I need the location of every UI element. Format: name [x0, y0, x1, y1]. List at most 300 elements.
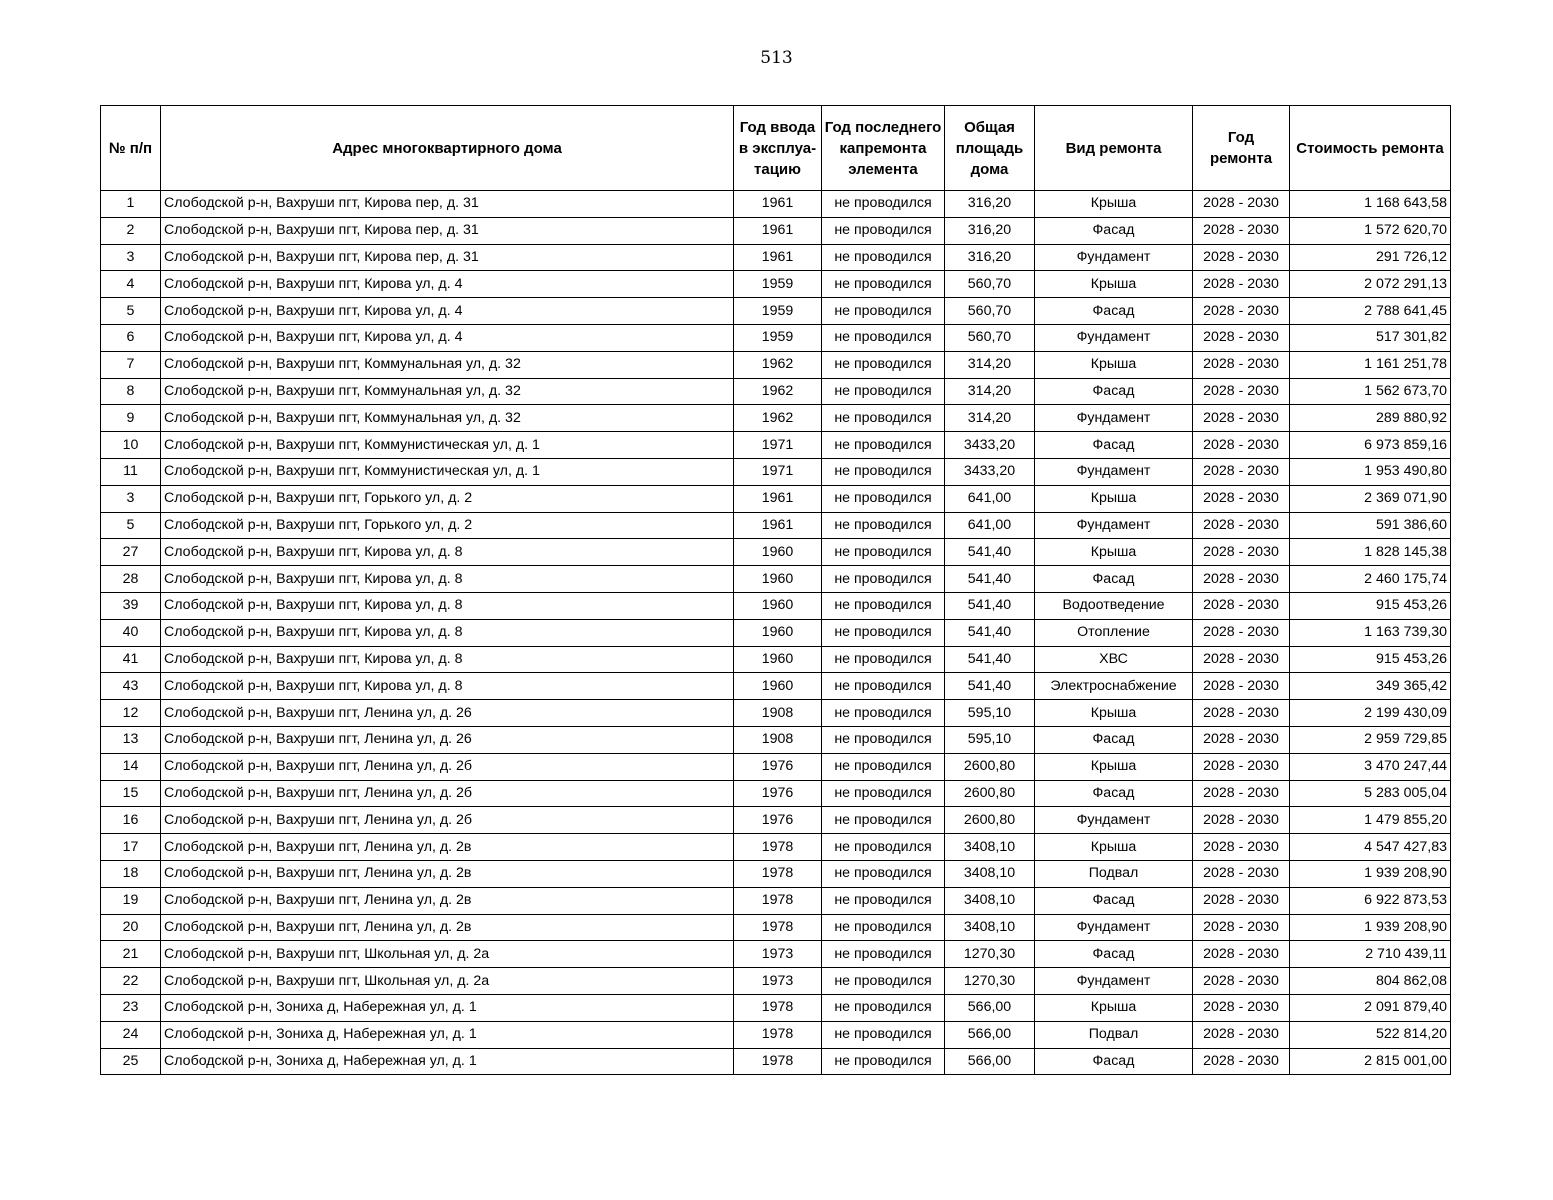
cell-area: 3433,20	[945, 458, 1035, 485]
cell-last-repair: не проводился	[822, 351, 945, 378]
cell-address: Слободской р-н, Вахруши пгт, Кирова ул, д. 8	[161, 539, 734, 566]
cell-num: 8	[101, 378, 161, 405]
cell-repair-period: 2028 - 2030	[1193, 887, 1290, 914]
cell-num: 3	[101, 244, 161, 271]
cell-last-repair: не проводился	[822, 941, 945, 968]
cell-cost: 2 369 071,90	[1290, 485, 1451, 512]
cell-repair-type: Фасад	[1035, 941, 1193, 968]
cell-area: 541,40	[945, 673, 1035, 700]
cell-repair-type: Крыша	[1035, 753, 1193, 780]
cell-year-built: 1978	[734, 887, 822, 914]
cell-cost: 1 163 739,30	[1290, 619, 1451, 646]
cell-repair-period: 2028 - 2030	[1193, 941, 1290, 968]
cell-repair-period: 2028 - 2030	[1193, 860, 1290, 887]
cell-repair-period: 2028 - 2030	[1193, 994, 1290, 1021]
cell-num: 1	[101, 191, 161, 218]
page-number: 513	[760, 48, 793, 68]
cell-repair-type: Фундамент	[1035, 458, 1193, 485]
cell-address: Слободской р-н, Вахруши пгт, Горького ул, д. 2	[161, 512, 734, 539]
cell-num: 11	[101, 458, 161, 485]
cell-repair-type: Крыша	[1035, 539, 1193, 566]
cell-repair-type: Фасад	[1035, 217, 1193, 244]
cell-num: 5	[101, 298, 161, 325]
cell-area: 314,20	[945, 405, 1035, 432]
cell-cost: 2 199 430,09	[1290, 700, 1451, 727]
cell-repair-period: 2028 - 2030	[1193, 700, 1290, 727]
cell-address: Слободской р-н, Вахруши пгт, Коммунистическая ул, д. 1	[161, 458, 734, 485]
table-row	[101, 271, 1451, 298]
cell-address: Слободской р-н, Вахруши пгт, Школьная ул, д. 2а	[161, 968, 734, 995]
cell-repair-period: 2028 - 2030	[1193, 512, 1290, 539]
cell-last-repair: не проводился	[822, 271, 945, 298]
cell-year-built: 1961	[734, 244, 822, 271]
cell-last-repair: не проводился	[822, 592, 945, 619]
cell-cost: 289 880,92	[1290, 405, 1451, 432]
cell-repair-period: 2028 - 2030	[1193, 646, 1290, 673]
cell-year-built: 1960	[734, 673, 822, 700]
cell-repair-period: 2028 - 2030	[1193, 807, 1290, 834]
cell-repair-type: Крыша	[1035, 271, 1193, 298]
cell-cost: 6 973 859,16	[1290, 432, 1451, 459]
cell-address: Слободской р-н, Вахруши пгт, Ленина ул, д. 2б	[161, 753, 734, 780]
table-header-row	[101, 106, 1451, 191]
cell-cost: 517 301,82	[1290, 324, 1451, 351]
cell-repair-type: Фасад	[1035, 566, 1193, 593]
header-area: Общая площадь дома	[945, 106, 1035, 191]
cell-cost: 2 815 001,00	[1290, 1048, 1451, 1075]
cell-num: 9	[101, 405, 161, 432]
cell-address: Слободской р-н, Вахруши пгт, Кирова пер, д. 31	[161, 244, 734, 271]
cell-year-built: 1962	[734, 405, 822, 432]
cell-repair-type: Фундамент	[1035, 512, 1193, 539]
table-row	[101, 485, 1451, 512]
header-repair-type: Вид ремонта	[1035, 106, 1193, 191]
table-row	[101, 619, 1451, 646]
cell-area: 541,40	[945, 539, 1035, 566]
cell-address: Слободской р-н, Вахруши пгт, Коммунальная ул, д. 32	[161, 405, 734, 432]
cell-last-repair: не проводился	[822, 700, 945, 727]
cell-year-built: 1976	[734, 780, 822, 807]
cell-last-repair: не проводился	[822, 405, 945, 432]
cell-last-repair: не проводился	[822, 780, 945, 807]
cell-repair-period: 2028 - 2030	[1193, 673, 1290, 700]
table-row	[101, 378, 1451, 405]
cell-cost: 6 922 873,53	[1290, 887, 1451, 914]
cell-area: 560,70	[945, 324, 1035, 351]
cell-num: 15	[101, 780, 161, 807]
cell-repair-type: Фасад	[1035, 378, 1193, 405]
table-row	[101, 351, 1451, 378]
cell-address: Слободской р-н, Вахруши пгт, Кирова пер, д. 31	[161, 191, 734, 218]
cell-repair-period: 2028 - 2030	[1193, 485, 1290, 512]
table-row	[101, 968, 1451, 995]
repair-schedule-table	[100, 105, 1451, 1075]
cell-area: 316,20	[945, 244, 1035, 271]
table-row	[101, 432, 1451, 459]
cell-address: Слободской р-н, Вахруши пгт, Кирова ул, д. 4	[161, 271, 734, 298]
cell-last-repair: не проводился	[822, 753, 945, 780]
cell-area: 595,10	[945, 726, 1035, 753]
cell-last-repair: не проводился	[822, 619, 945, 646]
cell-year-built: 1962	[734, 378, 822, 405]
cell-last-repair: не проводился	[822, 807, 945, 834]
cell-area: 566,00	[945, 994, 1035, 1021]
cell-repair-period: 2028 - 2030	[1193, 378, 1290, 405]
cell-last-repair: не проводился	[822, 458, 945, 485]
cell-cost: 3 470 247,44	[1290, 753, 1451, 780]
cell-address: Слободской р-н, Зониха д, Набережная ул, д. 1	[161, 1048, 734, 1075]
cell-area: 566,00	[945, 1048, 1035, 1075]
cell-cost: 1 572 620,70	[1290, 217, 1451, 244]
cell-last-repair: не проводился	[822, 432, 945, 459]
cell-num: 20	[101, 914, 161, 941]
cell-year-built: 1978	[734, 994, 822, 1021]
cell-num: 19	[101, 887, 161, 914]
cell-year-built: 1973	[734, 968, 822, 995]
cell-num: 3	[101, 485, 161, 512]
cell-cost: 4 547 427,83	[1290, 834, 1451, 861]
cell-year-built: 1961	[734, 191, 822, 218]
cell-repair-type: Крыша	[1035, 351, 1193, 378]
cell-address: Слободской р-н, Вахруши пгт, Коммунальная ул, д. 32	[161, 351, 734, 378]
cell-year-built: 1960	[734, 646, 822, 673]
cell-repair-period: 2028 - 2030	[1193, 217, 1290, 244]
cell-repair-type: Фасад	[1035, 432, 1193, 459]
cell-repair-type: Крыша	[1035, 994, 1193, 1021]
cell-repair-type: Фундамент	[1035, 324, 1193, 351]
cell-repair-type: Фундамент	[1035, 405, 1193, 432]
cell-year-built: 1959	[734, 271, 822, 298]
cell-year-built: 1973	[734, 941, 822, 968]
cell-repair-type: Крыша	[1035, 834, 1193, 861]
table-row	[101, 834, 1451, 861]
cell-repair-period: 2028 - 2030	[1193, 592, 1290, 619]
header-num: № п/п	[101, 106, 161, 191]
table-row	[101, 700, 1451, 727]
cell-year-built: 1908	[734, 726, 822, 753]
cell-address: Слободской р-н, Вахруши пгт, Горького ул, д. 2	[161, 485, 734, 512]
cell-repair-type: Электроснабжение	[1035, 673, 1193, 700]
cell-area: 641,00	[945, 485, 1035, 512]
cell-last-repair: не проводился	[822, 914, 945, 941]
cell-year-built: 1961	[734, 485, 822, 512]
cell-repair-period: 2028 - 2030	[1193, 271, 1290, 298]
table-row	[101, 860, 1451, 887]
cell-last-repair: не проводился	[822, 887, 945, 914]
cell-last-repair: не проводился	[822, 1048, 945, 1075]
cell-last-repair: не проводился	[822, 298, 945, 325]
cell-cost: 2 710 439,11	[1290, 941, 1451, 968]
cell-repair-period: 2028 - 2030	[1193, 432, 1290, 459]
cell-address: Слободской р-н, Вахруши пгт, Ленина ул, д. 26	[161, 700, 734, 727]
cell-num: 41	[101, 646, 161, 673]
cell-repair-type: ХВС	[1035, 646, 1193, 673]
cell-year-built: 1908	[734, 700, 822, 727]
table-row	[101, 807, 1451, 834]
cell-repair-period: 2028 - 2030	[1193, 566, 1290, 593]
cell-repair-period: 2028 - 2030	[1193, 298, 1290, 325]
cell-year-built: 1978	[734, 914, 822, 941]
cell-area: 541,40	[945, 592, 1035, 619]
cell-cost: 804 862,08	[1290, 968, 1451, 995]
cell-num: 28	[101, 566, 161, 593]
cell-repair-period: 2028 - 2030	[1193, 619, 1290, 646]
cell-num: 23	[101, 994, 161, 1021]
cell-address: Слободской р-н, Вахруши пгт, Ленина ул, д. 26	[161, 726, 734, 753]
table-row	[101, 324, 1451, 351]
cell-last-repair: не проводился	[822, 968, 945, 995]
cell-year-built: 1978	[734, 1021, 822, 1048]
cell-address: Слободской р-н, Вахруши пгт, Ленина ул, д. 2в	[161, 887, 734, 914]
cell-last-repair: не проводился	[822, 994, 945, 1021]
cell-repair-period: 2028 - 2030	[1193, 351, 1290, 378]
cell-address: Слободской р-н, Зониха д, Набережная ул, д. 1	[161, 994, 734, 1021]
cell-cost: 1 939 208,90	[1290, 860, 1451, 887]
cell-repair-period: 2028 - 2030	[1193, 1021, 1290, 1048]
cell-year-built: 1978	[734, 860, 822, 887]
cell-year-built: 1959	[734, 324, 822, 351]
cell-address: Слободской р-н, Вахруши пгт, Кирова ул, д. 8	[161, 646, 734, 673]
cell-address: Слободской р-н, Вахруши пгт, Ленина ул, д. 2в	[161, 914, 734, 941]
cell-area: 3408,10	[945, 860, 1035, 887]
cell-area: 2600,80	[945, 753, 1035, 780]
table-row	[101, 191, 1451, 218]
cell-area: 2600,80	[945, 780, 1035, 807]
cell-address: Слободской р-н, Вахруши пгт, Коммунальная ул, д. 32	[161, 378, 734, 405]
cell-address: Слободской р-н, Вахруши пгт, Кирова ул, д. 8	[161, 619, 734, 646]
cell-cost: 5 283 005,04	[1290, 780, 1451, 807]
cell-area: 3433,20	[945, 432, 1035, 459]
cell-repair-period: 2028 - 2030	[1193, 726, 1290, 753]
table-row	[101, 726, 1451, 753]
cell-area: 3408,10	[945, 834, 1035, 861]
cell-address: Слободской р-н, Вахруши пгт, Кирова ул, д. 8	[161, 592, 734, 619]
table-row	[101, 914, 1451, 941]
cell-year-built: 1960	[734, 539, 822, 566]
table-row	[101, 405, 1451, 432]
table-row	[101, 539, 1451, 566]
cell-area: 541,40	[945, 646, 1035, 673]
cell-repair-type: Фундамент	[1035, 244, 1193, 271]
cell-repair-type: Крыша	[1035, 485, 1193, 512]
cell-year-built: 1976	[734, 753, 822, 780]
cell-num: 7	[101, 351, 161, 378]
cell-last-repair: не проводился	[822, 512, 945, 539]
cell-repair-period: 2028 - 2030	[1193, 191, 1290, 218]
cell-year-built: 1961	[734, 217, 822, 244]
cell-num: 13	[101, 726, 161, 753]
cell-repair-type: Фундамент	[1035, 968, 1193, 995]
cell-num: 22	[101, 968, 161, 995]
cell-repair-type: Фундамент	[1035, 914, 1193, 941]
table-row	[101, 566, 1451, 593]
cell-year-built: 1976	[734, 807, 822, 834]
cell-cost: 1 168 643,58	[1290, 191, 1451, 218]
cell-num: 12	[101, 700, 161, 727]
cell-repair-type: Фасад	[1035, 726, 1193, 753]
cell-year-built: 1978	[734, 1048, 822, 1075]
cell-repair-type: Фасад	[1035, 1048, 1193, 1075]
cell-area: 595,10	[945, 700, 1035, 727]
cell-area: 3408,10	[945, 914, 1035, 941]
table-row	[101, 244, 1451, 271]
table-row	[101, 512, 1451, 539]
cell-address: Слободской р-н, Вахруши пгт, Кирова пер, д. 31	[161, 217, 734, 244]
cell-year-built: 1962	[734, 351, 822, 378]
cell-last-repair: не проводился	[822, 485, 945, 512]
cell-repair-type: Крыша	[1035, 700, 1193, 727]
cell-cost: 349 365,42	[1290, 673, 1451, 700]
cell-repair-type: Фасад	[1035, 780, 1193, 807]
cell-num: 40	[101, 619, 161, 646]
cell-cost: 2 091 879,40	[1290, 994, 1451, 1021]
cell-num: 43	[101, 673, 161, 700]
cell-repair-period: 2028 - 2030	[1193, 324, 1290, 351]
cell-repair-period: 2028 - 2030	[1193, 914, 1290, 941]
cell-area: 560,70	[945, 298, 1035, 325]
cell-repair-type: Отопление	[1035, 619, 1193, 646]
cell-cost: 1 953 490,80	[1290, 458, 1451, 485]
cell-address: Слободской р-н, Вахруши пгт, Ленина ул, д. 2в	[161, 834, 734, 861]
table-row	[101, 753, 1451, 780]
cell-year-built: 1960	[734, 592, 822, 619]
cell-year-built: 1961	[734, 512, 822, 539]
cell-cost: 915 453,26	[1290, 592, 1451, 619]
table-row	[101, 780, 1451, 807]
cell-repair-period: 2028 - 2030	[1193, 458, 1290, 485]
table-body	[101, 191, 1451, 1075]
header-address: Адрес многоквартирного дома	[161, 106, 734, 191]
cell-year-built: 1959	[734, 298, 822, 325]
cell-cost: 1 939 208,90	[1290, 914, 1451, 941]
header-cost: Стоимость ремонта	[1290, 106, 1451, 191]
cell-area: 2600,80	[945, 807, 1035, 834]
cell-address: Слободской р-н, Вахруши пгт, Кирова ул, д. 8	[161, 673, 734, 700]
cell-last-repair: не проводился	[822, 244, 945, 271]
header-year-built: Год ввода в эксплуа-тацию	[734, 106, 822, 191]
cell-repair-type: Фасад	[1035, 298, 1193, 325]
table-row	[101, 1048, 1451, 1075]
cell-last-repair: не проводился	[822, 726, 945, 753]
cell-year-built: 1978	[734, 834, 822, 861]
cell-cost: 2 788 641,45	[1290, 298, 1451, 325]
cell-cost: 915 453,26	[1290, 646, 1451, 673]
cell-area: 316,20	[945, 217, 1035, 244]
cell-last-repair: не проводился	[822, 566, 945, 593]
cell-repair-period: 2028 - 2030	[1193, 753, 1290, 780]
cell-repair-period: 2028 - 2030	[1193, 244, 1290, 271]
cell-repair-period: 2028 - 2030	[1193, 780, 1290, 807]
cell-cost: 2 959 729,85	[1290, 726, 1451, 753]
header-repair-period: Год ремонта	[1193, 106, 1290, 191]
cell-address: Слободской р-н, Вахруши пгт, Кирова ул, д. 4	[161, 298, 734, 325]
cell-area: 541,40	[945, 619, 1035, 646]
cell-repair-type: Подвал	[1035, 1021, 1193, 1048]
table-row	[101, 298, 1451, 325]
cell-last-repair: не проводился	[822, 834, 945, 861]
cell-year-built: 1960	[734, 566, 822, 593]
cell-area: 566,00	[945, 1021, 1035, 1048]
cell-cost: 522 814,20	[1290, 1021, 1451, 1048]
cell-address: Слободской р-н, Вахруши пгт, Кирова ул, д. 4	[161, 324, 734, 351]
cell-num: 21	[101, 941, 161, 968]
cell-repair-period: 2028 - 2030	[1193, 539, 1290, 566]
cell-area: 314,20	[945, 378, 1035, 405]
cell-repair-period: 2028 - 2030	[1193, 1048, 1290, 1075]
cell-repair-type: Крыша	[1035, 191, 1193, 218]
cell-num: 10	[101, 432, 161, 459]
cell-num: 5	[101, 512, 161, 539]
cell-last-repair: не проводился	[822, 324, 945, 351]
table-row	[101, 217, 1451, 244]
cell-area: 641,00	[945, 512, 1035, 539]
cell-repair-type: Подвал	[1035, 860, 1193, 887]
cell-num: 39	[101, 592, 161, 619]
cell-last-repair: не проводился	[822, 646, 945, 673]
cell-cost: 1 479 855,20	[1290, 807, 1451, 834]
cell-year-built: 1960	[734, 619, 822, 646]
cell-num: 27	[101, 539, 161, 566]
cell-last-repair: не проводился	[822, 860, 945, 887]
table-row	[101, 592, 1451, 619]
cell-area: 560,70	[945, 271, 1035, 298]
cell-num: 18	[101, 860, 161, 887]
cell-num: 4	[101, 271, 161, 298]
cell-address: Слободской р-н, Вахруши пгт, Школьная ул, д. 2а	[161, 941, 734, 968]
cell-last-repair: не проводился	[822, 673, 945, 700]
cell-area: 314,20	[945, 351, 1035, 378]
cell-repair-period: 2028 - 2030	[1193, 968, 1290, 995]
table-row	[101, 673, 1451, 700]
cell-cost: 1 562 673,70	[1290, 378, 1451, 405]
cell-address: Слободской р-н, Зониха д, Набережная ул, д. 1	[161, 1021, 734, 1048]
cell-last-repair: не проводился	[822, 539, 945, 566]
table-row	[101, 887, 1451, 914]
cell-area: 1270,30	[945, 941, 1035, 968]
cell-address: Слободской р-н, Вахруши пгт, Ленина ул, д. 2б	[161, 780, 734, 807]
cell-area: 1270,30	[945, 968, 1035, 995]
cell-repair-type: Фасад	[1035, 887, 1193, 914]
header-last-repair: Год последнего капремонта элемента	[822, 106, 945, 191]
table-row	[101, 941, 1451, 968]
cell-num: 16	[101, 807, 161, 834]
cell-area: 3408,10	[945, 887, 1035, 914]
cell-num: 14	[101, 753, 161, 780]
cell-last-repair: не проводился	[822, 1021, 945, 1048]
table-row	[101, 994, 1451, 1021]
cell-cost: 2 460 175,74	[1290, 566, 1451, 593]
cell-num: 17	[101, 834, 161, 861]
cell-address: Слободской р-н, Вахруши пгт, Кирова ул, д. 8	[161, 566, 734, 593]
cell-area: 541,40	[945, 566, 1035, 593]
table-row	[101, 646, 1451, 673]
cell-cost: 2 072 291,13	[1290, 271, 1451, 298]
cell-num: 24	[101, 1021, 161, 1048]
cell-last-repair: не проводился	[822, 378, 945, 405]
cell-repair-type: Фундамент	[1035, 807, 1193, 834]
cell-area: 316,20	[945, 191, 1035, 218]
cell-num: 6	[101, 324, 161, 351]
cell-address: Слободской р-н, Вахруши пгт, Ленина ул, д. 2б	[161, 807, 734, 834]
cell-last-repair: не проводился	[822, 217, 945, 244]
cell-num: 25	[101, 1048, 161, 1075]
cell-cost: 291 726,12	[1290, 244, 1451, 271]
cell-repair-period: 2028 - 2030	[1193, 834, 1290, 861]
table-row	[101, 1021, 1451, 1048]
cell-year-built: 1971	[734, 432, 822, 459]
cell-address: Слободской р-н, Вахруши пгт, Ленина ул, д. 2в	[161, 860, 734, 887]
cell-cost: 1 828 145,38	[1290, 539, 1451, 566]
